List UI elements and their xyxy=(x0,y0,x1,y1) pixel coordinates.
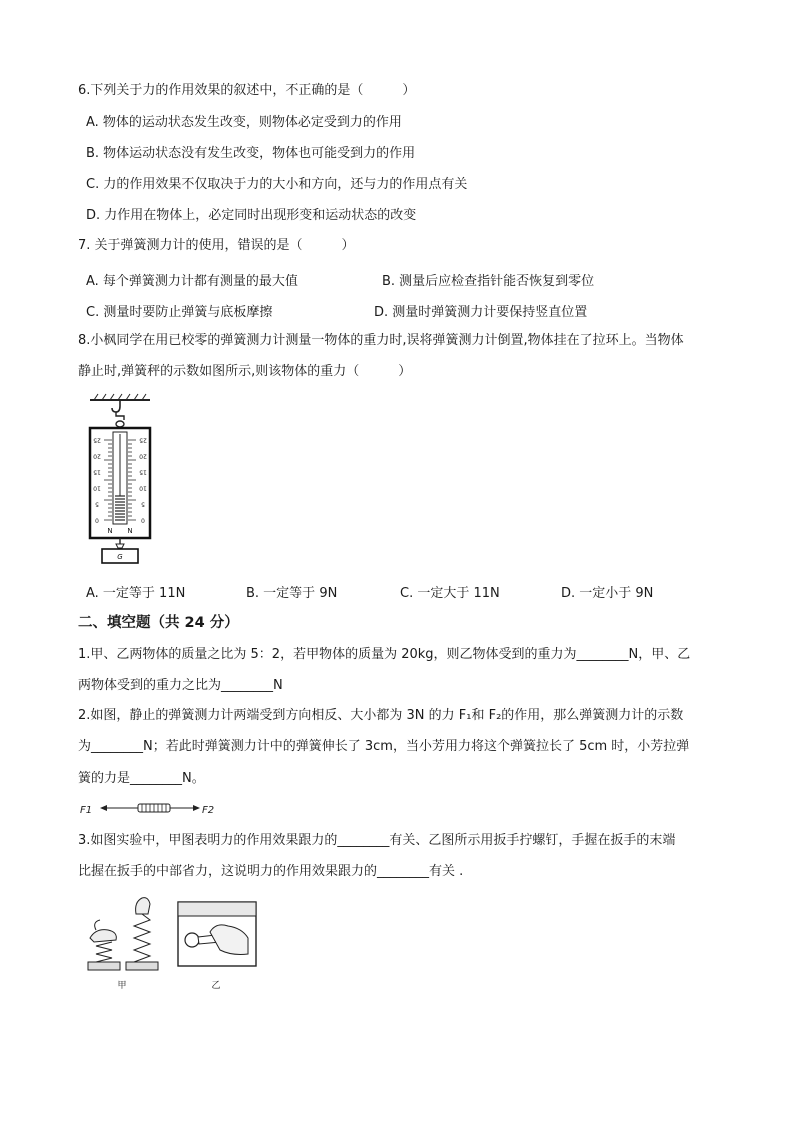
q6-stem: 6.下列关于力的作用效果的叙述中，不正确的是（ ） xyxy=(78,83,416,98)
q8-option-b: B. 一定等于 9N xyxy=(246,586,338,601)
spring-pull-figure xyxy=(80,798,220,818)
force-label-right: F2 xyxy=(202,805,215,816)
q8-stem-line1: 8.小枫同学在用已校零的弹簧测力计测量一物体的重力时,误将弹簧测力计倒置,物体挂在了拉环上。当物体 xyxy=(78,333,684,348)
fill3-line2: 比握在扳手的中部省力，这说明力的作用效果跟力的________有关 . xyxy=(78,864,464,879)
section-title: 二、填空题（共 24 分） xyxy=(78,615,239,631)
figure-label-yi: 乙 xyxy=(211,981,221,991)
tick-label: 0 xyxy=(95,516,99,524)
unit-label: N xyxy=(107,527,113,535)
q7-option-c: C. 测量时要防止弹簧与底板摩擦 xyxy=(86,305,273,320)
fill2-line2: 为________N；若此时弹簧测力计中的弹簧伸长了 3cm，当小芳用力将这个弹簧拉长了 5cm 时，小芳拉弹 xyxy=(78,739,690,754)
q8-option-c: C. 一定大于 11N xyxy=(400,586,500,601)
fill3-line1: 3.如图实验中，甲图表明力的作用效果跟力的________有关、乙图所示用扳手拧螺钉，手握在扳手的末端 xyxy=(78,833,676,848)
q8-option-d: D. 一定小于 9N xyxy=(561,586,654,601)
q7-option-a: A. 每个弹簧测力计都有测量的最大值 xyxy=(86,274,298,289)
tick-label: 5 xyxy=(141,500,145,508)
unit-label: N xyxy=(127,527,133,535)
q6-option-a: A. 物体的运动状态发生改变，则物体必定受到力的作用 xyxy=(86,115,402,130)
q7-option-d: D. 测量时弹簧测力计要保持竖直位置 xyxy=(374,305,588,320)
fill2-line3: 簧的力是________N。 xyxy=(78,771,205,786)
weight-label: G xyxy=(117,553,123,561)
tick-label: 10 xyxy=(139,484,147,492)
tick-label: 20 xyxy=(139,452,147,460)
tick-label: 10 xyxy=(93,484,101,492)
tick-label: 5 xyxy=(95,500,99,508)
tick-label: 0 xyxy=(141,516,145,524)
q7-stem: 7. 关于弹簧测力计的使用，错误的是（ ） xyxy=(78,238,355,253)
fill1-line2: 两物体受到的重力之比为________N xyxy=(78,678,283,693)
q6-option-b: B. 物体运动状态没有发生改变，物体也可能受到力的作用 xyxy=(86,146,416,161)
q8-option-a: A. 一定等于 11N xyxy=(86,586,186,601)
q8-stem-line2: 静止时,弹簧秤的示数如图所示,则该物体的重力（ ） xyxy=(78,364,412,379)
fill1-line1: 1.甲、乙两物体的质量之比为 5：2，若甲物体的质量为 20kg，则乙物体受到的重力为________N，甲、乙 xyxy=(78,647,691,662)
force-label-left: F1 xyxy=(80,805,93,816)
tick-label: 15 xyxy=(139,468,147,476)
tick-label: 20 xyxy=(93,452,101,460)
force-effect-figure xyxy=(82,892,262,992)
tick-label: 25 xyxy=(93,436,101,444)
spring-scale-figure xyxy=(86,392,156,570)
q6-option-d: D. 力作用在物体上，必定同时出现形变和运动状态的改变 xyxy=(86,208,417,223)
figure-label-jia: 甲 xyxy=(117,981,127,991)
tick-label: 25 xyxy=(139,436,147,444)
q6-option-c: C. 力的作用效果不仅取决于力的大小和方向，还与力的作用点有关 xyxy=(86,177,468,192)
q7-option-b: B. 测量后应检查指针能否恢复到零位 xyxy=(382,274,595,289)
tick-label: 15 xyxy=(93,468,101,476)
fill2-line1: 2.如图，静止的弹簧测力计两端受到方向相反、大小都为 3N 的力 F₁和 F₂的作用，那么弹簧测力计的示数 xyxy=(78,708,684,723)
